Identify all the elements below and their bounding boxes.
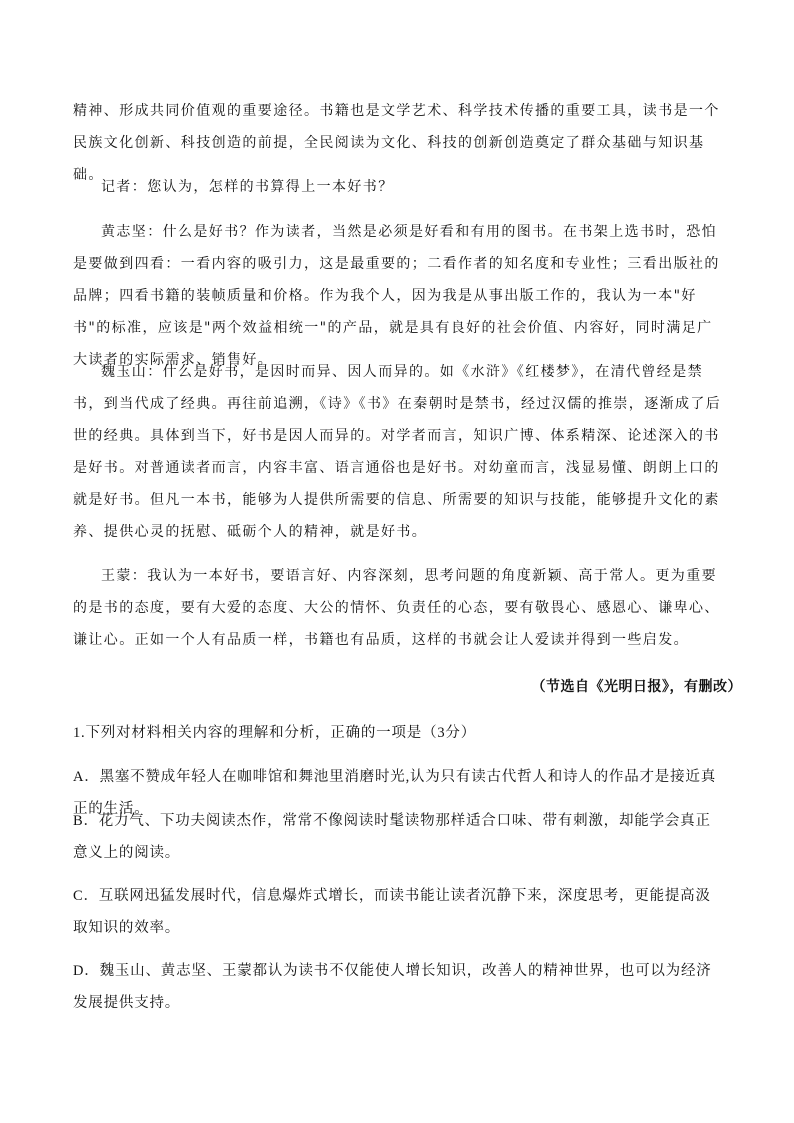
article-source: （节选自《光明日报》，有删改） xyxy=(531,679,742,695)
article-paragraph-wang-meng: 王蒙：我认为一本好书，要语言好、内容深刻，思考问题的角度新颖、高于常人。更为重要的是书的态度，要有大爱的态度、大公的情怀、负责任的心态，要有敬畏心、感恩心、谦卑心、谦让心。正如一个人有品质一样，书籍也有品质，这样的书就会让人爱读并得到一些启发。 xyxy=(73,568,720,648)
article-paragraph-continued: 精神、形成共同价值观的重要途径。书籍也是文学艺术、科学技术传播的重要工具，读书是一个民族文化创新、科技创造的前提，全民阅读为文化、科技的创新创造奠定了群众基础与知识基础。 xyxy=(73,103,720,183)
question-option-d: D．魏玉山、黄志坚、王蒙都认为读书不仅能使人增长知识，改善人的精神世界，也可以为经济发展提供支持。 xyxy=(73,963,712,1011)
question-option-a: A．黑塞不赞成年轻人在咖啡馆和舞池里消磨时光,认为只有读古代哲人和诗人的作品才是接近真正的生活。 xyxy=(73,769,716,817)
question-option-c: C．互联网迅猛发展时代，信息爆炸式增长，而读书能让读者沉静下来，深度思考，更能提高汲取知识的效率。 xyxy=(73,888,711,936)
article-paragraph-huang-zhijian: 黄志坚：什么是好书？作为读者，当然是必须是好看和有用的图书。在书架上选书时，恐怕是要做到四看：一看内容的吸引力，这是最重要的；二看作者的知名度和专业性；三看出版社的品牌；四看书籍的装帧质量和价格。作为我个人，因为我是从事出版工作的，我认为一本"好书"的标准，应该是"两个效益相统一"的产品，就是具有良好的社会价值、内容好，同时满足广大读者的实际需求、销售好。 xyxy=(73,224,720,368)
article-paragraph-reporter-question: 记者：您认为，怎样的书算得上一本好书？ xyxy=(101,179,394,195)
question-option-b: B．花力气、下功夫阅读杰作，常常不像阅读时髦读物那样适合口味、带有刺激，却能学会真正意义上的阅读。 xyxy=(73,813,711,861)
question-stem: 1.下列对材料相关内容的理解和分析，正确的一项是（3分） xyxy=(73,725,477,741)
article-paragraph-wei-yushan: 魏玉山：什么是好书，是因时而异、因人而异的。如《水浒》《红楼梦》，在清代曾经是禁书，到当代成了经典。再往前追溯，《诗》《书》在秦朝时是禁书，经过汉儒的推崇，逐渐成了后世的经典。具体到当下，好书是因人而异的。对学者而言，知识广博、体系精深、论述深入的书是好书。对普通读者而言，内容丰富、语言通俗也是好书。对幼童而言，浅显易懂、朗朗上口的就是好书。但凡一本书，能够为人提供所需要的信息、所需要的知识与技能，能够提升文化的素养、提供心灵的抚慰、砥砺个人的精神，就是好书。 xyxy=(73,364,722,540)
